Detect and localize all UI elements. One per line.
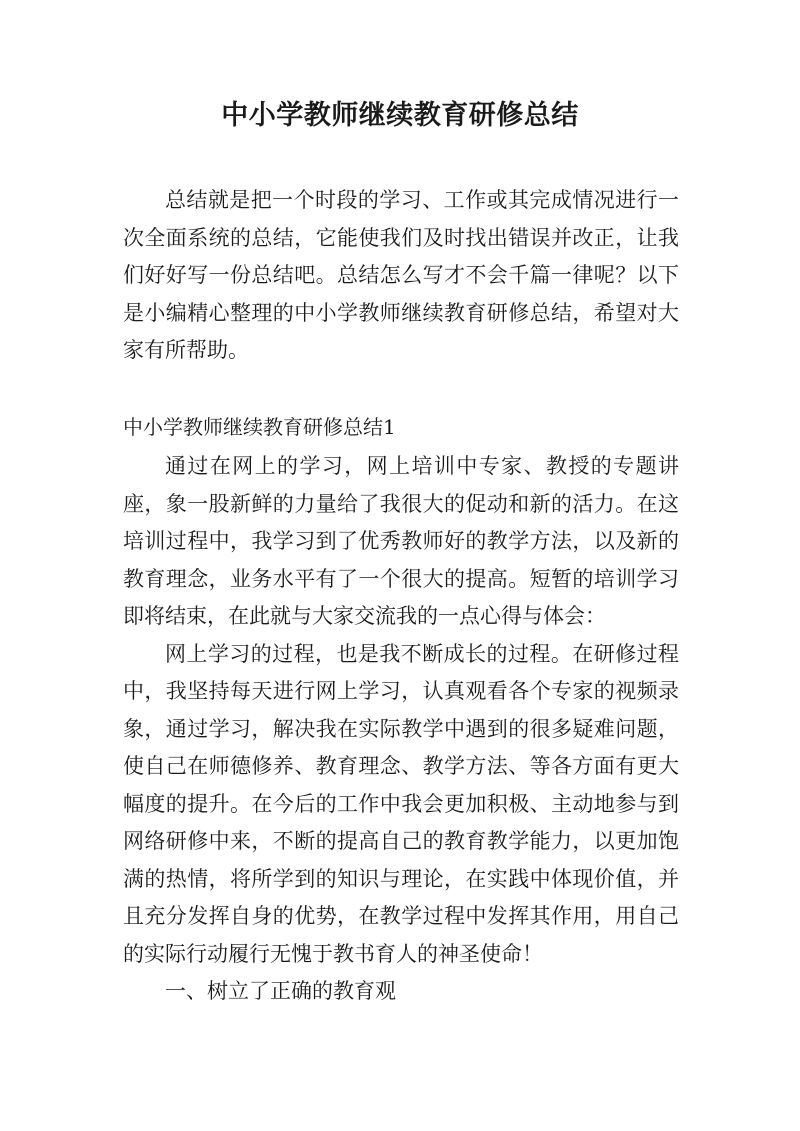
document-title: 中小学教师继续教育研修总结	[221, 100, 579, 131]
intro-section	[123, 182, 679, 370]
intro-paragraph: 总结就是把一个时段的学习、工作或其完成情况进行一次全面系统的总结，它能使我们及时找出错误并改正，让我们好好写一份总结吧。总结怎么写才不会千篇一律呢？以下是小编精心整理的中小学教师继续教育研修总结，希望对大家有所帮助。	[123, 188, 679, 362]
section-subtitle: 中小学教师继续教育研修总结1	[123, 415, 396, 439]
body-paragraph-1: 通过在网上的学习，网上培训中专家、教授的专题讲座，象一股新鲜的力量给了我很大的促动和新的活力。在这培训过程中，我学习到了优秀教师好的教学方法，以及新的教育理念，业务水平有了一个很大的提高。短暂的培训学习即将结束，在此就与大家交流我的一点心得与体会：	[123, 454, 679, 628]
section-heading: 一、树立了正确的教育观	[165, 979, 396, 1003]
section-body	[123, 448, 679, 1011]
body-paragraph-2: 网上学习的过程，也是我不断成长的过程。在研修过程中，我坚持每天进行网上学习，认真观看各个专家的视频录象，通过学习，解决我在实际教学中遇到的很多疑难问题，使自己在师德修养、教育理念、教学方法、等各方面有更大幅度的提升。在今后的工作中我会更加积极、主动地参与到网络研修中来，不断的提高自己的教育教学能力，以更加饱满的热情，将所学到的知识与理论，在实践中体现价值，并且充分发挥自身的优势，在教学过程中发挥其作用，用自己的实际行动履行无愧于教书育人的神圣使命！	[123, 641, 679, 966]
